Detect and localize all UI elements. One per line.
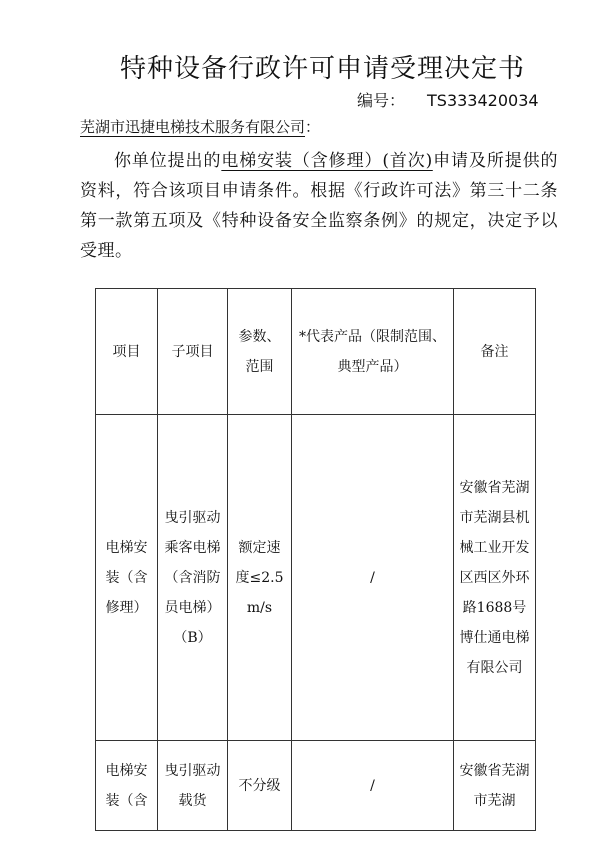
header-project: 项目 [96, 289, 158, 415]
cell-remarks: 安徽省芜湖市芜湖县机械工业开发区西区外环路1688号博仕通电梯有限公司 [454, 415, 536, 741]
addressee-suffix: ： [305, 118, 321, 136]
application-item: 电梯安装（含修理）(首次) [221, 151, 433, 171]
cell-params: 不分级 [228, 741, 292, 831]
cell-subproject: 曳引驱动载货 [158, 741, 228, 831]
header-params: 参数、范围 [228, 289, 292, 415]
cell-params: 额定速度≤2.5m/s [228, 415, 292, 741]
table-row [96, 415, 536, 741]
cell-project: 电梯安装（含修理） [96, 415, 158, 741]
table-row [96, 741, 536, 831]
license-table [95, 288, 536, 831]
header-remarks: 备注 [454, 289, 536, 415]
cell-subproject: 曳引驱动乘客电梯（含消防员电梯）（B） [158, 415, 228, 741]
paragraph-lead: 你单位提出的 [114, 151, 222, 171]
addressee [80, 116, 320, 137]
document-number-label: 编号： [357, 91, 406, 110]
table-header-row [96, 289, 536, 415]
document-number [357, 88, 539, 111]
cell-remarks: 安徽省芜湖市芜湖 [454, 741, 536, 831]
header-subproject: 子项目 [158, 289, 228, 415]
document-title: 特种设备行政许可申请受理决定书 [120, 54, 526, 84]
header-products: *代表产品（限制范围、典型产品） [292, 289, 454, 415]
cell-products: / [292, 741, 454, 831]
paragraph-rest: 申请及所提供的资料，符合该项目申请条件。根据《行政许可法》第三十二条第一款第五项及《特种设备安全监察条例》的规定，决定予以受理。 [80, 151, 559, 261]
document-number-value: TS333420034 [427, 91, 539, 110]
cell-products: / [292, 415, 454, 741]
cell-project: 电梯安装（含 [96, 741, 158, 831]
decision-paragraph [80, 146, 558, 266]
addressee-name: 芜湖市迅捷电梯技术服务有限公司 [80, 118, 306, 136]
